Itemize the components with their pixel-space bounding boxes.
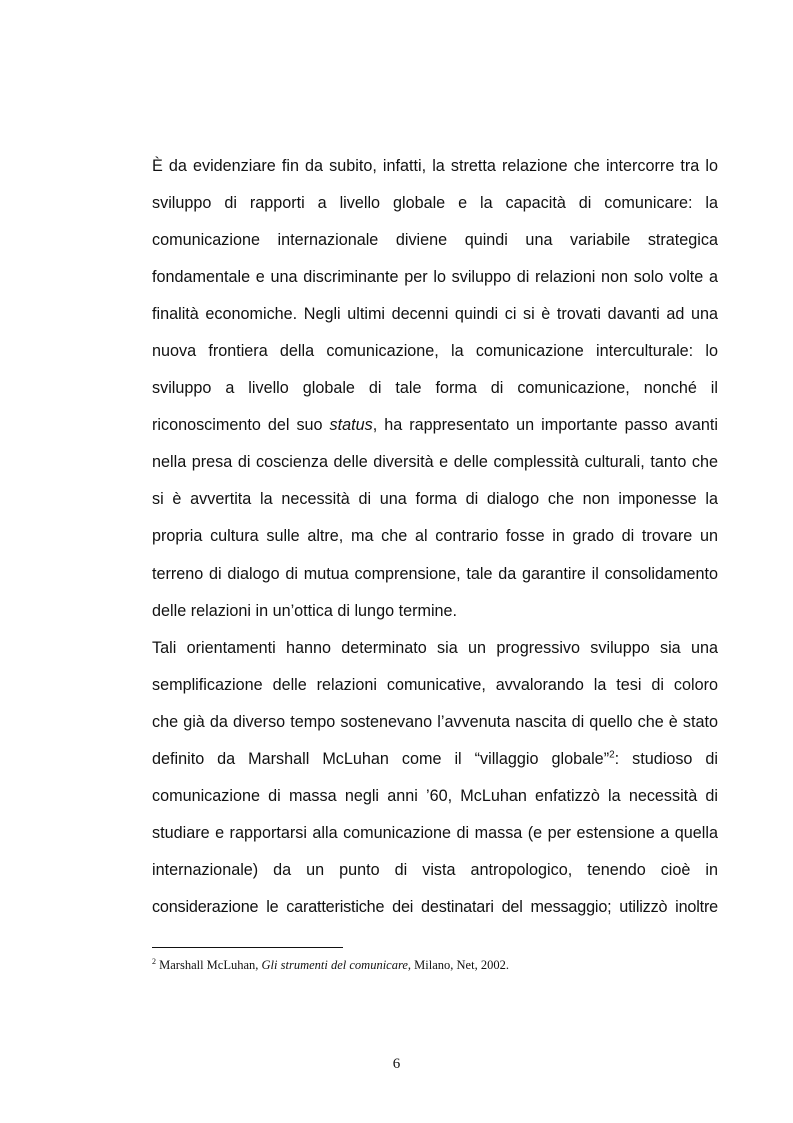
footnote-reference[interactable]: 2 — [609, 749, 615, 761]
text-line: È da evidenziare fin da subito, infatti, la stretta relazione che intercorre tra lo — [152, 157, 718, 175]
text-line: che già da diverso tempo sostenevano l’avvenuta nascita di quello che è stato — [152, 712, 718, 731]
page-number: 6 — [392, 1056, 401, 1072]
text-line — [152, 741, 718, 778]
text-line: Tali orientamenti hanno determinato sia un progressivo sviluppo sia una — [152, 638, 718, 657]
text-line: nuova frontiera della comunicazione, la comunicazione interculturale: lo — [152, 342, 718, 361]
text-fragment: , ha rappresentato un importante passo avanti — [372, 416, 718, 435]
text-line: semplificazione delle relazioni comunicative, avvalorando la tesi di coloro — [152, 675, 718, 694]
text-line: considerazione le caratteristiche dei destinatari del messaggio; utilizzò inoltre — [152, 897, 718, 916]
text-line: sviluppo di rapporti a livello globale e la capacità di comunicare: la — [152, 194, 718, 213]
text-line: sviluppo a livello globale di tale forma di comunicazione, nonché il — [152, 379, 718, 398]
text-fragment: riconoscimento del suo — [152, 416, 330, 435]
text-line: delle relazioni in un’ottica di lungo termine. — [152, 601, 458, 620]
text-line: terreno di dialogo di mutua comprensione, tale da garantire il consolidamento — [152, 564, 718, 583]
text-line: nella presa di coscienza delle diversità e delle complessità culturali, tanto che — [152, 453, 718, 472]
text-line: si è avvertita la necessità di una forma di dialogo che non imponesse la — [152, 490, 718, 509]
text-fragment: definito da Marshall McLuhan come il “villaggio globale” — [152, 749, 610, 768]
footnote-separator — [152, 947, 343, 948]
footnote — [152, 957, 718, 973]
text-line: comunicazione di massa negli anni ’60, McLuhan enfatizzò la necessità di — [152, 786, 718, 805]
text-line: finalità economiche. Negli ultimi decenni quindi ci si è trovati davanti ad una — [152, 305, 718, 324]
text-line: internazionale) da un punto di vista antropologico, tenendo cioè in — [152, 860, 718, 879]
footnote-author: Marshall McLuhan, — [156, 958, 262, 972]
italic-term: status — [329, 416, 373, 435]
paragraph-2 — [152, 630, 718, 926]
text-line: comunicazione internazionale diviene quindi una variabile strategica — [152, 231, 718, 250]
footnote-marker: 2 — [152, 956, 156, 966]
body-text — [152, 148, 718, 926]
text-line: propria cultura sulle altre, ma che al contrario fosse in grado di trovare un — [152, 527, 718, 546]
text-line: studiare e rapportarsi alla comunicazione di massa (e per estensione a quella — [152, 823, 718, 842]
text-line — [152, 407, 718, 444]
paragraph-1 — [152, 148, 718, 630]
text-fragment: : studioso di — [614, 749, 718, 768]
footnote-rest: , Milano, Net, 2002. — [407, 958, 509, 972]
footnote-title: Gli strumenti del comunicare — [261, 958, 408, 972]
text-line: fondamentale e una discriminante per lo sviluppo di relazioni non solo volte a — [152, 268, 718, 287]
